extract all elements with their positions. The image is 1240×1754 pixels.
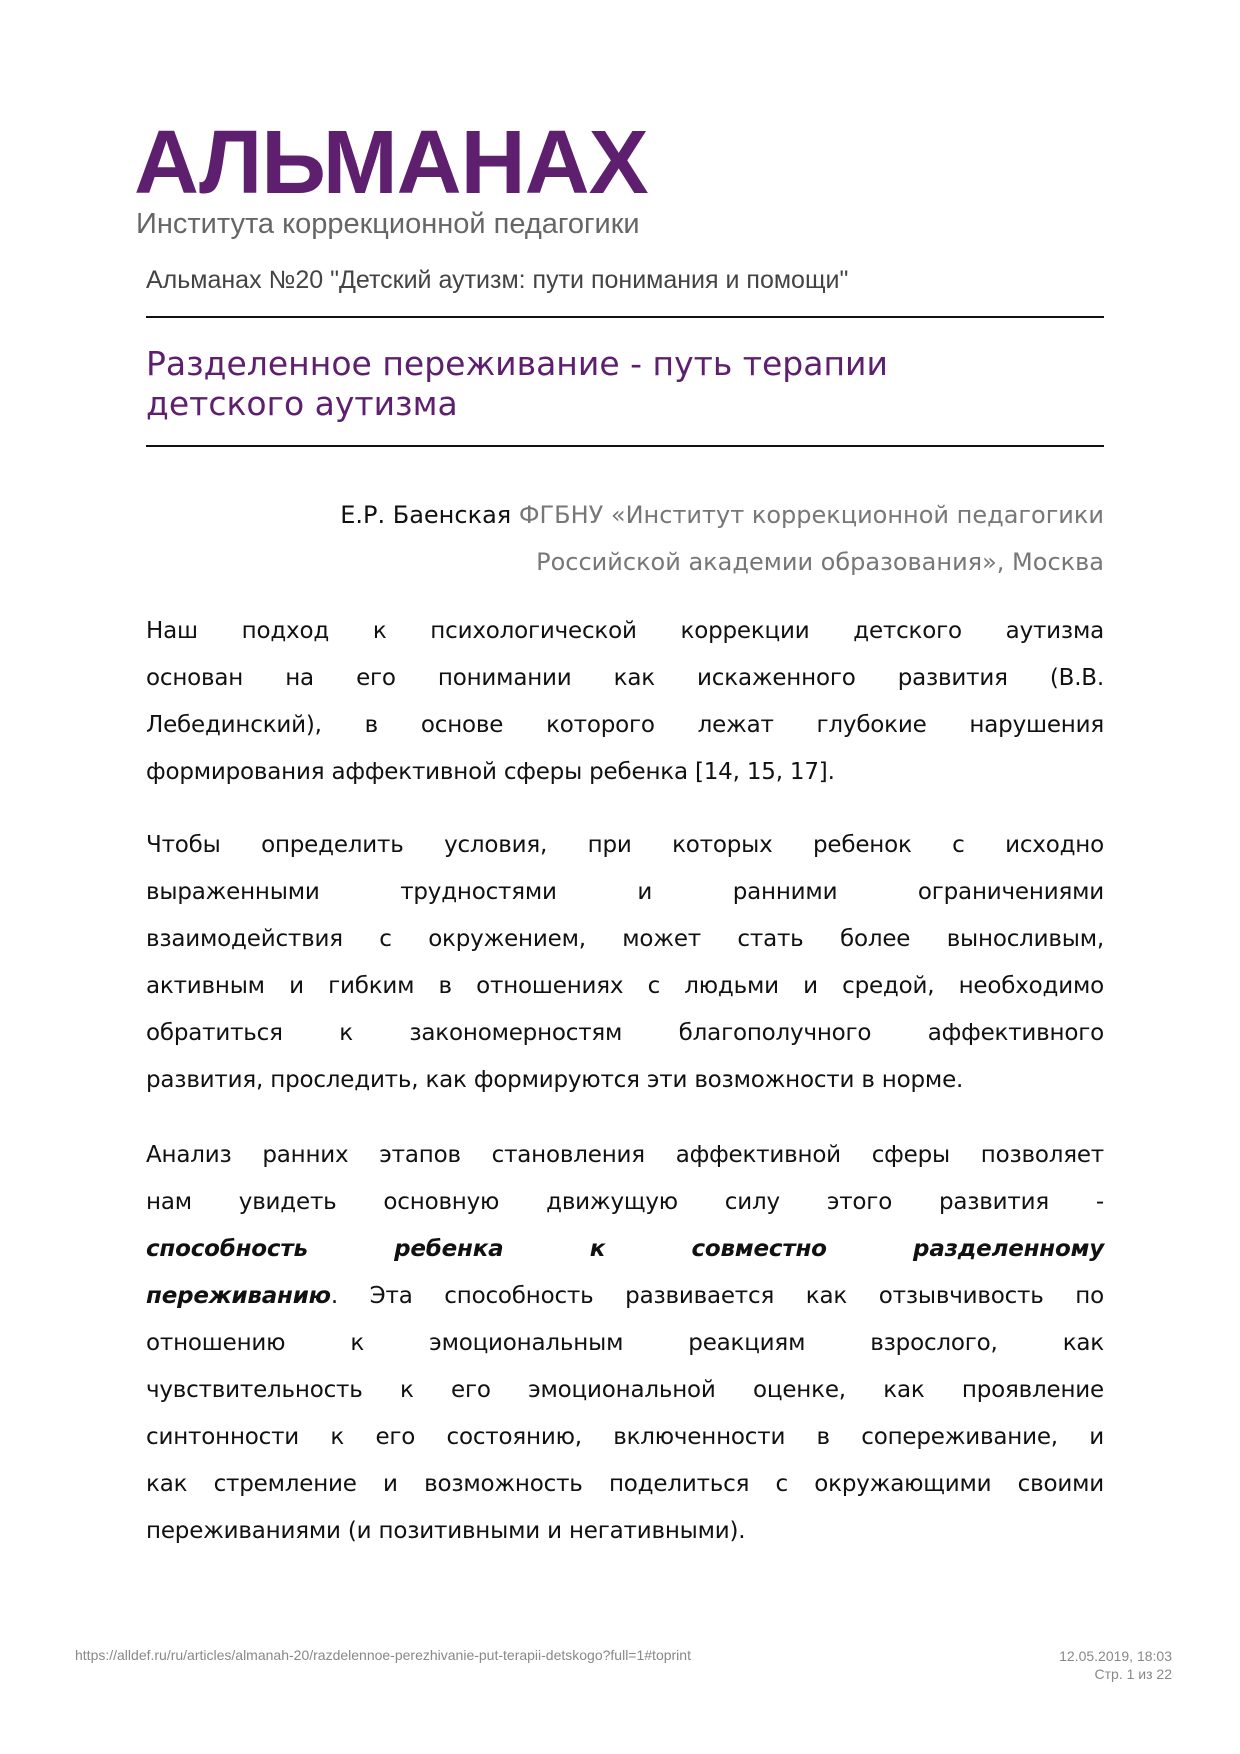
- affiliation: Российской академии образования», Москва: [536, 548, 1104, 576]
- logo-subtitle: Института коррекционной педагогики: [136, 208, 640, 240]
- text-line: Лебединский), в основе которого лежат глубокие нарушения: [146, 712, 1104, 738]
- article-title: [146, 344, 888, 424]
- text-line: развития, проследить, как формируются эти возможности в норме.: [146, 1067, 964, 1093]
- text-line: взаимодействия с окружением, может стать более выносливым,: [146, 926, 1104, 952]
- text-line: как стремление и возможность поделиться с окружающими своими: [146, 1471, 1104, 1497]
- text-line: синтонности к его состоянию, включенности в сопереживание, и: [146, 1424, 1104, 1450]
- affiliation: ФГБНУ «Институт коррекционной педагогики: [518, 501, 1104, 529]
- text-segment: . Эта способность развивается как отзывчивость по: [330, 1283, 1104, 1309]
- emphasis-text: переживанию: [146, 1283, 331, 1309]
- almanac-logo: АЛЬМАНАХ: [134, 113, 648, 213]
- paragraph-2: [146, 822, 1104, 1104]
- issue-title: Альманах №20 "Детский аутизм: пути понимания и помощи": [146, 266, 849, 294]
- paragraph-1: [146, 608, 1104, 796]
- text-line: нам увидеть основную движущую силу этого развития -: [146, 1189, 1104, 1215]
- emphasis-line: способность ребенка к совместно разделенному: [146, 1236, 1104, 1262]
- text-line: формирования аффективной сферы ребенка [14, 15, 17].: [146, 759, 835, 785]
- text-line: Наш подход к психологической коррекции детского аутизма: [146, 618, 1104, 644]
- text-line: чувствительность к его эмоциональной оценке, как проявление: [146, 1377, 1104, 1403]
- text-line: [146, 1273, 1104, 1320]
- text-line: Чтобы определить условия, при которых ребенок с исходно: [146, 832, 1104, 858]
- text-line: активным и гибким в отношениях с людьми и средой, необходимо: [146, 973, 1104, 999]
- title-line: Разделенное переживание - путь терапии: [146, 344, 888, 383]
- title-line: детского аутизма: [146, 384, 458, 423]
- text-line: переживаниями (и позитивными и негативными).: [146, 1518, 746, 1544]
- author-name: Е.Р. Баенская: [340, 501, 512, 529]
- author-block: [340, 492, 1104, 586]
- divider: [146, 445, 1104, 447]
- print-datetime: 12.05.2019, 18:03: [1059, 1648, 1172, 1664]
- footer-url: https://alldef.ru/ru/articles/almanah-20/razdelennoe-perezhivanie-put-terapii-detskogo?full=1#toprint: [75, 1647, 691, 1663]
- text-line: основан на его понимании как искаженного развития (В.В.: [146, 665, 1104, 691]
- page-number: Стр. 1 из 22: [1094, 1666, 1172, 1682]
- text-line: обратиться к закономерностям благополучного аффективного: [146, 1020, 1104, 1046]
- footer-meta: [1059, 1647, 1172, 1683]
- text-line: выраженными трудностями и ранними ограничениями: [146, 879, 1104, 905]
- text-line: отношению к эмоциональным реакциям взрослого, как: [146, 1330, 1104, 1356]
- divider: [146, 316, 1104, 318]
- paragraph-3: [146, 1132, 1104, 1555]
- text-line: Анализ ранних этапов становления аффективной сферы позволяет: [146, 1142, 1104, 1168]
